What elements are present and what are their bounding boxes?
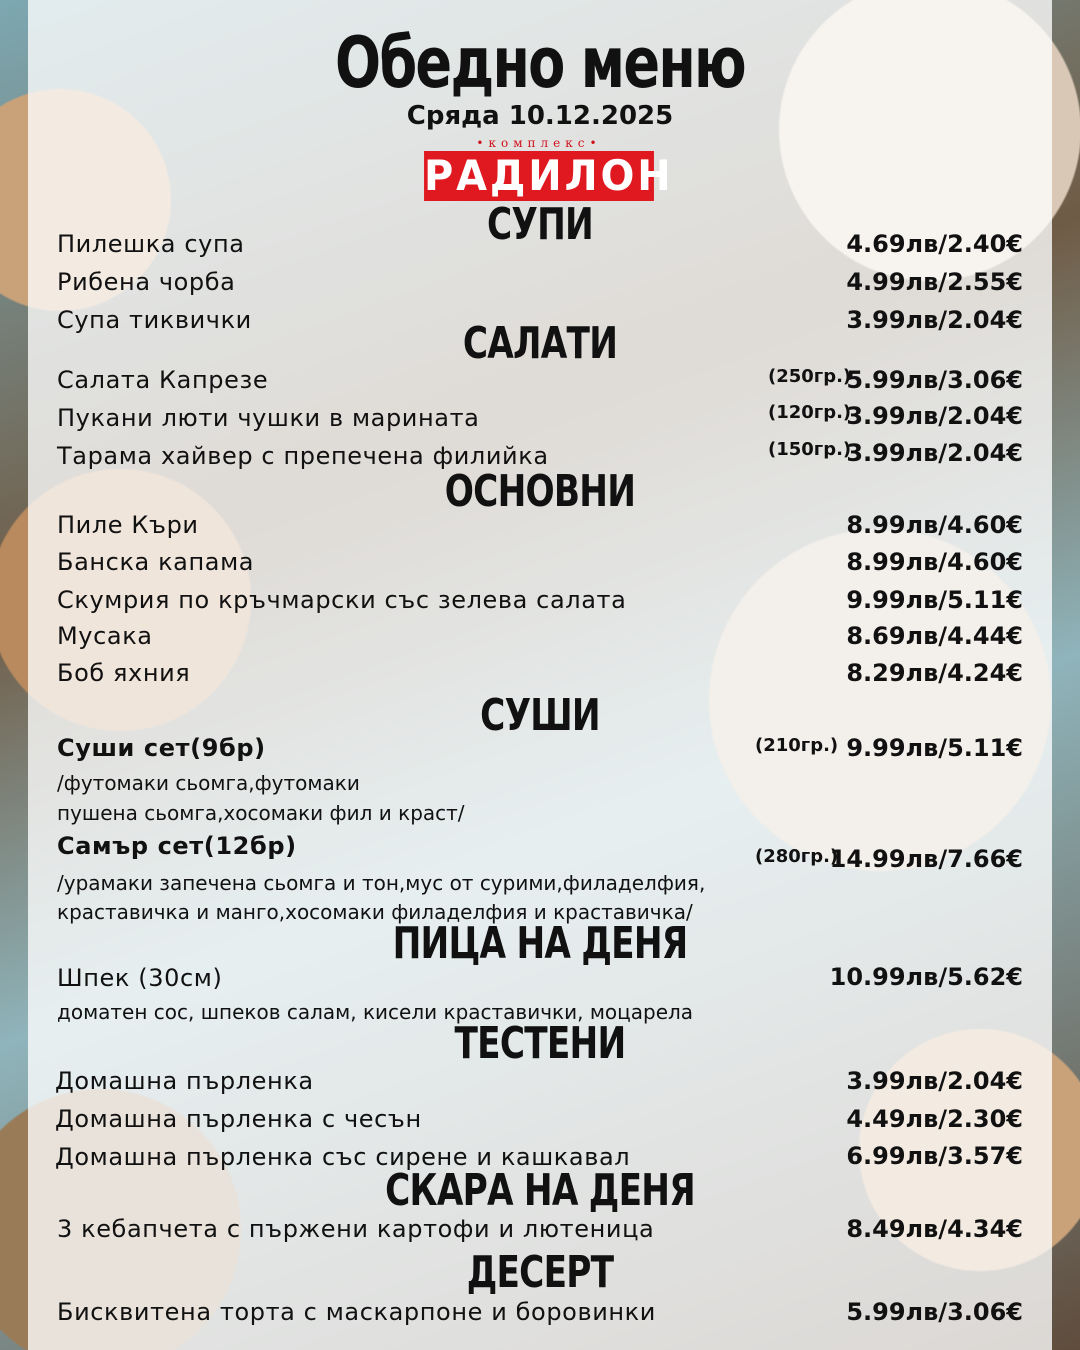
menu-item-name: Домашна пърленка със сирене и кашкавал <box>55 1143 631 1171</box>
menu-item-price: 8.69лв/4.44€ <box>846 622 1023 650</box>
menu-item-price: 8.29лв/4.24€ <box>846 659 1023 687</box>
menu-item-name: Салата Капрезе <box>57 366 269 394</box>
menu-item-description: /футомаки сьомга,футомаки <box>57 771 360 795</box>
section-dessert-heading: ДЕСЕРТ <box>466 1247 614 1298</box>
menu-item-price: 8.99лв/4.60€ <box>846 511 1023 539</box>
section-pastry-heading: ТЕСТЕНИ <box>454 1018 626 1069</box>
radilon-logo <box>418 135 674 203</box>
menu-item-name: Пиле Къри <box>57 511 199 539</box>
menu-date: Сряда 10.12.2025 <box>406 101 674 131</box>
menu-item-name: Пукани люти чушки в марината <box>57 404 480 432</box>
section-soups-heading: СУПИ <box>487 199 593 250</box>
menu-item-name: Тарама хайвер с препечена филийка <box>57 442 549 470</box>
menu-item-price: 3.99лв/2.04€ <box>846 402 1023 430</box>
menu-item-price: 4.49лв/2.30€ <box>846 1105 1023 1133</box>
menu-item-name: Суши сет(9бр) <box>57 734 266 762</box>
menu-item-price: 3.99лв/2.04€ <box>846 1067 1023 1095</box>
menu-item-name: Самър сет(12бр) <box>57 832 297 860</box>
menu-item-name: Супа тиквички <box>57 306 252 334</box>
menu-item-name: Скумрия по кръчмарски със зелева салата <box>57 586 627 614</box>
menu-item-price: 5.99лв/3.06€ <box>846 366 1023 394</box>
menu-item-name: Пилешка супа <box>57 230 245 258</box>
menu-item-price: 8.49лв/4.34€ <box>846 1215 1023 1243</box>
menu-item-price: 3.99лв/2.04€ <box>846 439 1023 467</box>
menu-item-price: 3.99лв/2.04€ <box>846 306 1023 334</box>
menu-item-price: 4.69лв/2.40€ <box>846 230 1023 258</box>
menu-item-name: Шпек (30см) <box>57 964 223 992</box>
menu-item-weight: (250гр.) <box>768 366 852 387</box>
menu-item-name: Боб яхния <box>57 659 191 687</box>
menu-item-price: 10.99лв/5.62€ <box>829 963 1023 991</box>
page-title: Обедно меню <box>335 22 745 104</box>
menu-item-weight: (120гр.) <box>768 402 852 423</box>
section-sushi-heading: СУШИ <box>480 690 600 741</box>
menu-item-name: Домашна пърленка <box>55 1067 314 1095</box>
menu-item-description: доматен сос, шпеков салам, кисели краставички, моцарела <box>57 1000 694 1024</box>
section-pizza-heading: ПИЦА НА ДЕНЯ <box>392 918 688 969</box>
menu-item-weight: (210гр.) <box>755 735 839 756</box>
section-mains-heading: ОСНОВНИ <box>444 466 636 517</box>
menu-item-name: Домашна пърленка с чесън <box>55 1105 422 1133</box>
menu-item-price: 6.99лв/3.57€ <box>846 1142 1023 1170</box>
menu-item-weight: (280гр.) <box>755 846 839 867</box>
logo-tagline: •комплекс• <box>476 136 602 150</box>
menu-item-description: краставичка и манго,хосомаки филаделфия и краставичка/ <box>57 900 693 924</box>
menu-item-weight: (150гр.) <box>768 439 852 460</box>
menu-item-name: Банска капама <box>57 548 255 576</box>
menu-item-price: 4.99лв/2.55€ <box>846 268 1023 296</box>
section-grill-heading: СКАРА НА ДЕНЯ <box>385 1165 695 1216</box>
menu-item-name: Рибена чорба <box>57 268 236 296</box>
menu-item-description: /урамаки запечена сьомга и тон,мус от сурими,филаделфия, <box>57 871 706 895</box>
logo-name: РАДИЛОН <box>424 151 674 200</box>
menu-item-price: 8.99лв/4.60€ <box>846 548 1023 576</box>
menu-item-name: 3 кебапчета с пържени картофи и лютеница <box>57 1215 655 1243</box>
menu-item-name: Бисквитена торта с маскарпоне и боровинки <box>57 1298 656 1326</box>
menu-item-price: 9.99лв/5.11€ <box>846 734 1023 762</box>
menu-item-price: 5.99лв/3.06€ <box>846 1298 1023 1326</box>
menu-item-price: 9.99лв/5.11€ <box>846 586 1023 614</box>
menu-item-name: Мусака <box>57 622 153 650</box>
menu-item-description: пушена сьомга,хосомаки фил и краст/ <box>57 801 465 825</box>
section-salads-heading: САЛАТИ <box>462 318 618 369</box>
menu-item-price: 14.99лв/7.66€ <box>829 845 1023 873</box>
